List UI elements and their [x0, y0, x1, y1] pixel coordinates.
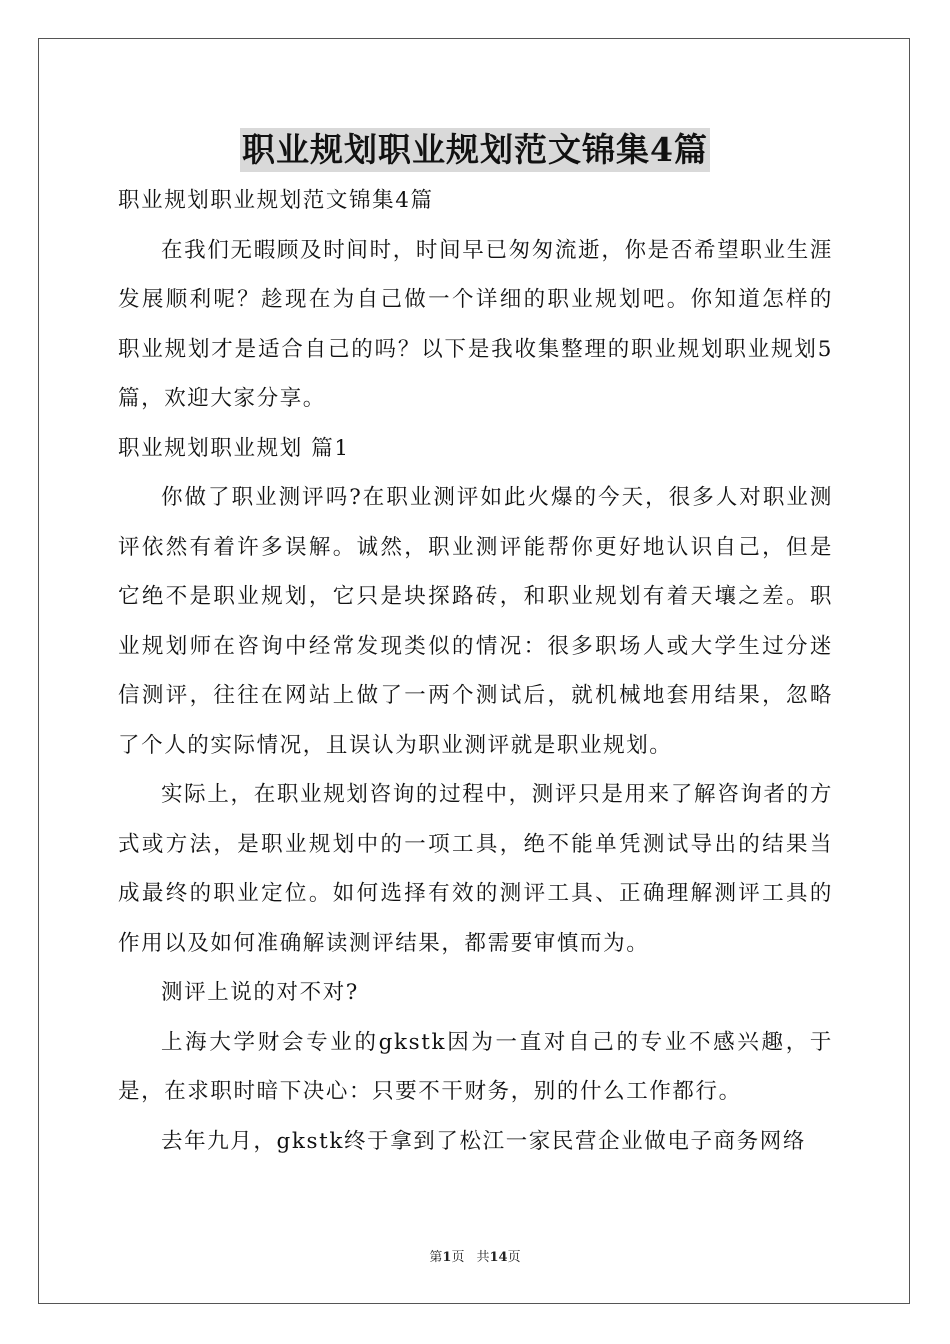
- document-title: 职业规划职业规划范文锦集4篇: [240, 128, 710, 172]
- title-container: [0, 128, 950, 172]
- page-footer: [0, 1246, 950, 1265]
- paragraph-question: 测评上说的对不对?: [161, 980, 359, 1005]
- total-prefix: 共: [476, 1250, 490, 1265]
- paragraph-body: 上海大学财会专业的gkstk因为一直对自己的专业不感兴趣，于是，在求职时暗下决心：只要不干财务，别的什么工作都行。: [118, 1029, 833, 1104]
- document-body: [118, 176, 833, 1166]
- page-number: 1: [442, 1250, 452, 1265]
- page-prefix: 第: [429, 1250, 443, 1265]
- paragraph-body: 去年九月，gkstk终于拿到了松江一家民营企业做电子商务网络: [161, 1128, 806, 1154]
- section-heading-1: 职业规划职业规划 篇1: [118, 435, 350, 461]
- paragraph-intro: 在我们无暇顾及时间时，时间早已匆匆流逝，你是否希望职业生涯发展顺利呢？趁现在为自己做一个详细的职业规划吧。你知道怎样的职业规划才是适合自己的吗？以下是我收集整理的职业规划职业规划5篇，欢迎大家分享。: [118, 237, 833, 411]
- paragraph-body: 实际上，在职业规划咨询的过程中，测评只是用来了解咨询者的方式或方法，是职业规划中的一项工具，绝不能单凭测试导出的结果当成最终的职业定位。如何选择有效的测评工具、正确理解测评工具的作用以及如何准确解读测评结果，都需要审慎而为。: [118, 782, 833, 956]
- total-pages: 14: [489, 1250, 508, 1265]
- paragraph-body: 你做了职业测评吗?在职业测评如此火爆的今天，很多人对职业测评依然有着许多误解。诚然，职业测评能帮你更好地认识自己，但是它绝不是职业规划，它只是块探路砖，和职业规划有着天壤之差。职业规划师在咨询中经常发现类似的情况：很多职场人或大学生过分迷信测评，往往在网站上做了一两个测试后，就机械地套用结果，忽略了个人的实际情况，且误认为职业测评就是职业规划。: [118, 485, 833, 758]
- page-suffix: 页: [451, 1250, 465, 1265]
- total-suffix: 页: [507, 1250, 521, 1265]
- paragraph-subtitle: 职业规划职业规划范文锦集4篇: [118, 188, 434, 213]
